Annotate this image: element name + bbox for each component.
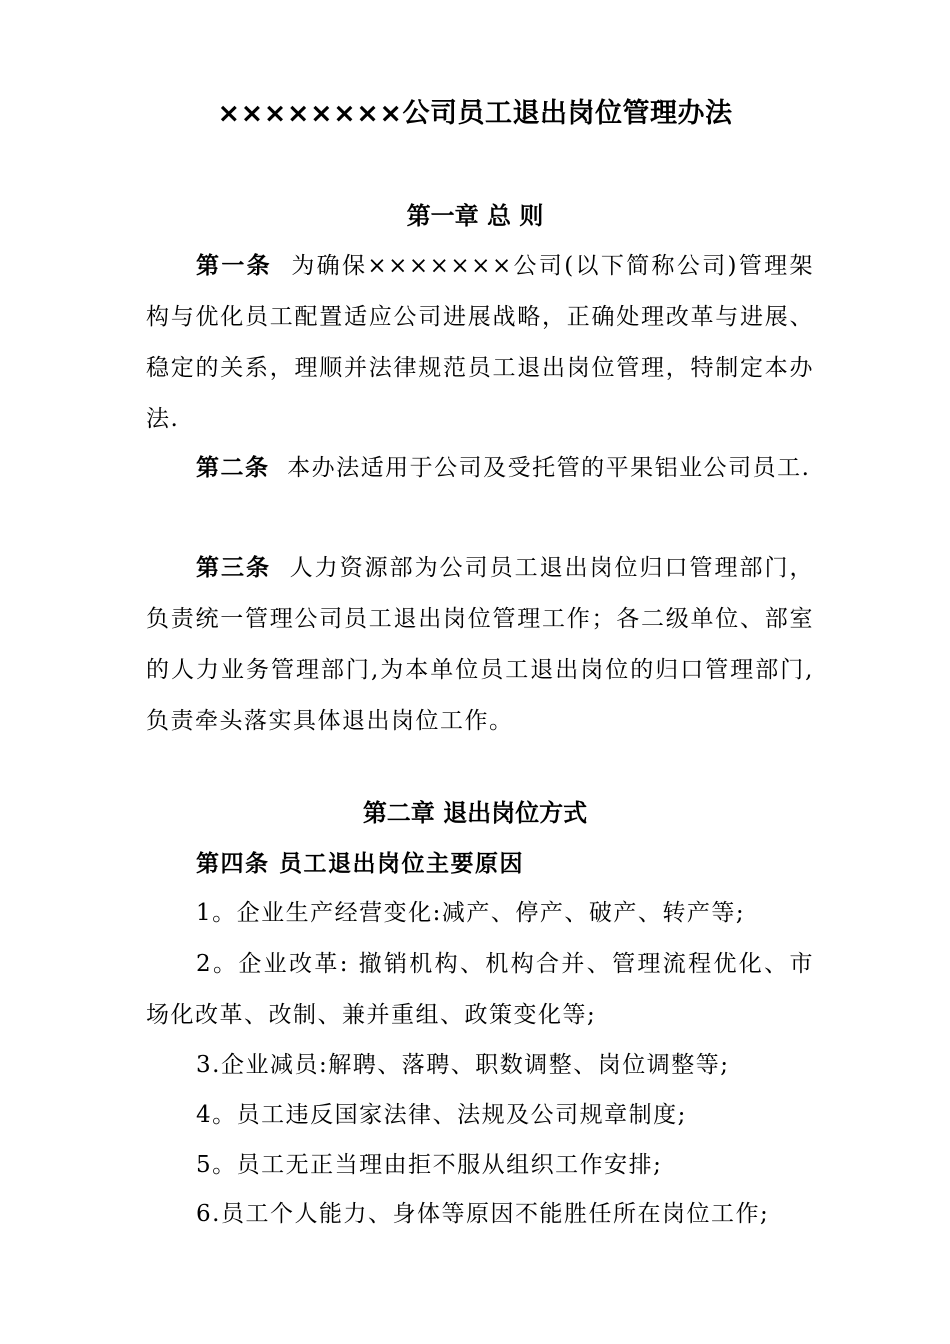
article-1-label: 第一条 (196, 253, 273, 279)
article-4-heading: 第四条 员工退出岗位主要原因 (196, 851, 525, 877)
article-2-label: 第二条 (196, 455, 270, 481)
list-item: 6.员工个人能力、身体等原因不能胜任所在岗位工作; (196, 1201, 770, 1227)
list-item: 4。员工违反国家法律、法规及公司规章制度; (196, 1102, 687, 1128)
list-item: 1。企业生产经营变化:减产、停产、破产、转产等; (196, 900, 746, 926)
chapter-2-heading: 第二章 退出岗位方式 (362, 799, 588, 827)
article-3 (146, 543, 814, 747)
article-1 (146, 241, 814, 445)
list-item: 5。员工无正当理由拒不服从组织工作安排; (196, 1152, 663, 1178)
document-title: ××××××××公司员工退出岗位管理办法 (217, 98, 733, 129)
article-3-label: 第三条 (196, 555, 271, 581)
article-2-text: 本办法适用于公司及受托管的平果铝业公司员工. (287, 455, 811, 481)
chapter-1-heading: 第一章 总 则 (406, 202, 544, 230)
article-1-text: 为确保×××××××公司(以下简称公司)管理架构与优化员工配置适应公司进展战略，正确处理改革与进展、稳定的关系，理顺并法律规范员工退出岗位管理，特制定本办法. (146, 253, 815, 432)
article-3-text: 人力资源部为公司员工退出岗位归口管理部门，负责统一管理公司员工退出岗位管理工作；各二级单位、部室的人力业务管理部门,为本单位员工退出岗位的归口管理部门,负责牵头落实具体退出岗位工作。 (146, 555, 815, 734)
list-item: 3.企业减员:解聘、落聘、职数调整、岗位调整等; (196, 1052, 730, 1078)
list-item: 2。企业改革: 撤销机构、机构合并、管理流程优化、市场化改革、改制、兼并重组、政策变化等; (146, 951, 814, 1028)
article-2 (146, 443, 814, 494)
